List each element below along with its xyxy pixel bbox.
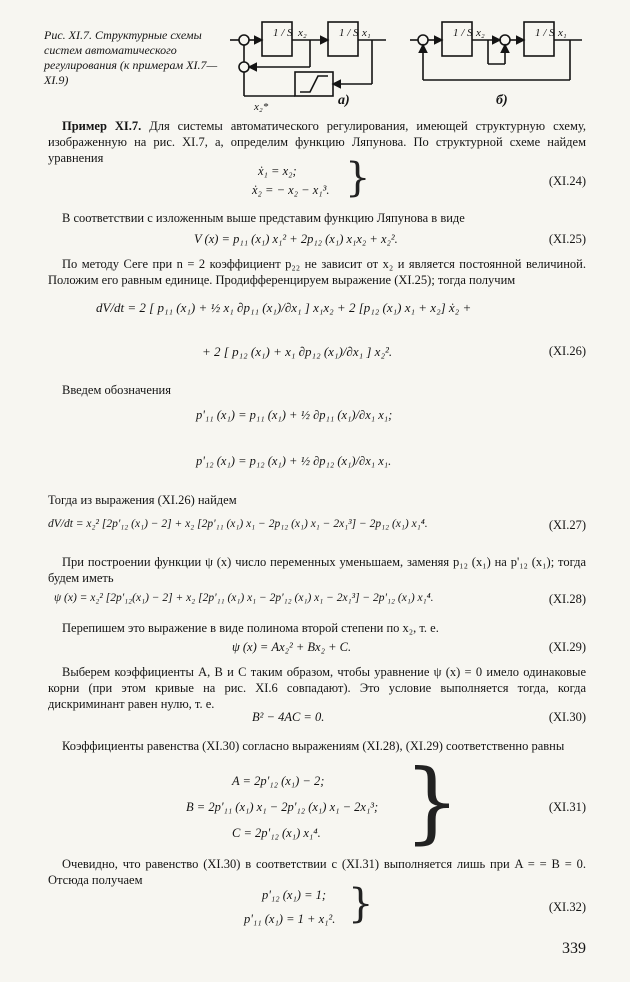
equation-29: ψ (x) = Ax₂² + Bx₂ + C. — [232, 640, 352, 654]
block-label-a2: 1 / S — [339, 27, 359, 39]
page-number: 339 — [562, 940, 586, 957]
eqnum-30: (XI.30) — [548, 710, 586, 724]
eqnum-26: (XI.26) — [548, 344, 586, 358]
equation-26a: dV/dt = 2 [ p₁₁ (x₁) + ½ x₁ ∂p₁₁ (x₁)/∂x₁ ] x₁x₂ + 2 [p₁₂ (x₁) x₁ + x₂] ẋ₂ + — [96, 300, 472, 315]
paragraph-coefficients-equal: Коэффициенты равенства (XI.30) согласно выражениям (XI.28), (XI.29) соответственно равны — [62, 739, 565, 753]
example-text: Для системы автоматического регулирования, имеющей структурную схему, изображенную на рис. XI.7, а, определим функцию Ляпунова. По структурной схеме найдем уравнения — [48, 119, 586, 165]
signal-x2-star: x₂* — [254, 101, 269, 112]
brace-32: } — [348, 881, 374, 927]
summing-junction-b2 — [500, 35, 510, 45]
eqnum-28: (XI.28) — [548, 592, 586, 606]
summing-junction-b1 — [418, 35, 428, 45]
equation-24b: ẋ₂ = − x₂ − x₁³. — [252, 183, 330, 197]
structural-diagrams — [230, 12, 590, 112]
paragraph-sege-method: По методу Сеге при n = 2 коэффициент p₂₂ не зависит от x₂ и является постоянной величиной. Положим его равным единице. Продифференцируем выражение (XI.25); тогда получим — [48, 257, 586, 287]
signal-x1-b: x₁ — [558, 27, 567, 39]
block-label-a1: 1 / S — [273, 27, 293, 39]
panel-label-b: б) — [496, 93, 508, 108]
eqnum-29: (XI.29) — [548, 640, 586, 654]
diagram-b — [410, 22, 582, 80]
eqnum-24: (XI.24) — [548, 174, 586, 188]
paragraph-polynomial: Перепишем это выражение в виде полинома второй степени по x₂, т. е. — [62, 621, 439, 635]
eqnum-25: (XI.25) — [548, 232, 586, 246]
block-label-b2: 1 / S — [535, 27, 555, 39]
equation-25: V (x) = p₁₁ (x₁) x₁² + 2p₁₂ (x₁) x₁x₂ + x₂². — [194, 232, 398, 246]
figure-caption: Рис. XI.7. Структурные схемы систем автоматического регулирования (к примерам XI.7—XI.9) — [44, 28, 218, 87]
definition-p11: p'₁₁ (x₁) = p₁₁ (x₁) + ½ ∂p₁₁ (x₁)/∂x₁ x₁; — [196, 408, 393, 422]
paragraph-coefficients-choice: Выберем коэффициенты A, B и C таким образом, чтобы уравнение ψ (x) = 0 имело одинаковые корни (при этом кривые на рис. XI.6 совпадают). Это условие выполняется тогда, когда дискриминант равен нулю, т. е. — [48, 665, 586, 711]
nonlinearity-curve — [300, 76, 328, 92]
definition-p12: p'₁₂ (x₁) = p₁₂ (x₁) + ½ ∂p₁₂ (x₁)/∂x₁ x₁. — [196, 454, 392, 468]
brace-24: } — [345, 155, 371, 201]
block-label-b1: 1 / S — [453, 27, 473, 39]
paragraph-notation: Введем обозначения — [62, 383, 171, 397]
equation-30: B² − 4AC = 0. — [252, 710, 325, 724]
paragraph-lyapunov-form: В соответствии с изложенным выше представим функцию Ляпунова в виде — [62, 211, 465, 225]
summing-junction-a1 — [239, 35, 249, 45]
signal-x2-b: x₂ — [476, 27, 485, 39]
example-lead: Пример XI.7. — [62, 119, 142, 133]
panel-label-a: а) — [338, 93, 350, 108]
signal-x2-a: x₂ — [298, 27, 307, 39]
equation-26b: + 2 [ p₁₂ (x₁) + x₁ ∂p₁₂ (x₁)/∂x₁ ] x₂². — [202, 344, 393, 359]
paragraph-from-26: Тогда из выражения (XI.26) найдем — [48, 493, 237, 507]
equation-31a: A = 2p'₁₂ (x₁) − 2; — [232, 774, 325, 788]
eqnum-27: (XI.27) — [548, 518, 586, 532]
equation-32b: p'₁₁ (x₁) = 1 + x₁². — [244, 912, 336, 926]
equation-28: ψ (x) = x₂² [2p'₁₂(x₁) − 2] + x₂ [2p'₁₁ (x₁) x₁ − 2p'₁₂ (x₁) x₁ − 2x₁³] − 2p'₁₂ (x₁) x₁⁴. — [54, 592, 434, 604]
eqnum-32: (XI.32) — [548, 900, 586, 914]
equation-24a: ẋ₁ = x₂; — [258, 164, 297, 178]
summing-junction-a2 — [239, 62, 249, 72]
paragraph-conclusion: Очевидно, что равенство (XI.30) в соответствии с (XI.31) выполняется лишь при A = = B = 0. Отсюда получаем — [48, 857, 586, 887]
brace-31: } — [404, 750, 460, 853]
equation-32a: p'₁₂ (x₁) = 1; — [262, 888, 327, 902]
equation-31c: C = 2p'₁₂ (x₁) x₁⁴. — [232, 826, 321, 840]
paragraph-psi-construction: При построении функции ψ (x) число переменных уменьшаем, заменяя p₁₂ (x₁) на p'₁₂ (x₁); тогда будем иметь — [48, 555, 586, 585]
equation-27: dV/dt = x₂² [2p'₁₂ (x₁) − 2] + x₂ [2p'₁₁ (x₁) x₁ − 2p₁₂ (x₁) x₁ − 2x₁³] − 2p₁₂ (x₁) x₁⁴. — [48, 518, 428, 530]
signal-x1-a: x₁ — [362, 27, 371, 39]
paragraph-example — [48, 118, 586, 166]
equation-31b: B = 2p'₁₁ (x₁) x₁ − 2p'₁₂ (x₁) x₁ − 2x₁³; — [186, 800, 379, 814]
eqnum-31: (XI.31) — [548, 800, 586, 814]
